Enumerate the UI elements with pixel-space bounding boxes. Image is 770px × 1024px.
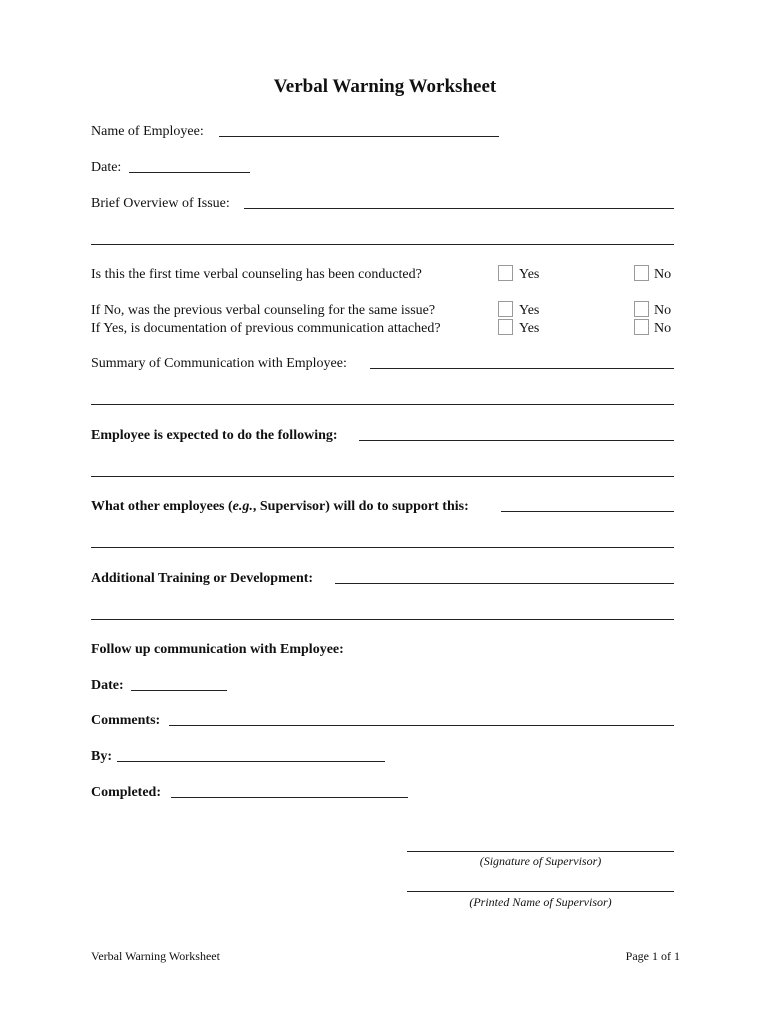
follow-up-by-label: By: [91,749,112,764]
follow-up-date-field[interactable] [131,690,227,691]
supervisor-signature-line[interactable] [407,851,674,852]
employee-expected-label: Employee is expected to do the following: [91,428,338,443]
footer-page-number: Page 1 of 1 [625,949,680,963]
follow-up-completed-label: Completed: [91,785,161,800]
other-employees-label-before: What other employees ( [91,499,233,514]
follow-up-comments-label: Comments: [91,713,161,728]
brief-overview-field[interactable] [244,208,674,209]
document-title: Verbal Warning Worksheet [273,76,497,97]
question-documentation-yes-label: Yes [519,321,540,336]
employee-expected-field[interactable] [359,440,674,441]
follow-up-completed-field[interactable] [171,797,408,798]
additional-training-field-line-2[interactable] [91,619,674,620]
supervisor-signature-caption: (Signature of Supervisor) [479,854,602,868]
follow-up-comments-field[interactable] [169,725,674,726]
summary-communication-field-line-2[interactable] [91,404,674,405]
question-first-time-text: Is this the first time verbal counseling has been conducted? [91,267,422,282]
additional-training-label: Additional Training or Development: [91,571,314,586]
question-same-issue-yes-checkbox[interactable] [498,301,513,317]
other-employees-field-line-2[interactable] [91,547,674,548]
question-documentation-no-label: No [654,321,672,336]
name-of-employee-label: Name of Employee: [91,124,204,139]
additional-training-field[interactable] [335,583,674,584]
question-documentation-text: If Yes, is documentation of previous communication attached? [91,321,441,336]
date-label: Date: [91,160,122,175]
brief-overview-label: Brief Overview of Issue: [91,196,230,211]
question-first-time-yes-checkbox[interactable] [498,265,513,281]
question-same-issue-no-label: No [654,303,672,318]
question-same-issue-text: If No, was the previous verbal counseling for the same issue? [91,303,436,318]
question-same-issue-yes-label: Yes [519,303,540,318]
brief-overview-field-line-2[interactable] [91,244,674,245]
follow-up-heading: Follow up communication with Employee: [91,642,344,657]
employee-expected-field-line-2[interactable] [91,476,674,477]
question-first-time-yes-label: Yes [519,267,540,282]
supervisor-printed-name-caption: (Printed Name of Supervisor) [469,895,612,909]
follow-up-date-label: Date: [91,678,124,693]
footer-document-name: Verbal Warning Worksheet [91,949,220,963]
supervisor-printed-name-line[interactable] [407,891,674,892]
summary-communication-field[interactable] [370,368,674,369]
question-first-time-no-label: No [654,267,672,282]
other-employees-label [91,499,469,515]
question-same-issue-no-checkbox[interactable] [634,301,649,317]
date-field[interactable] [129,172,250,173]
question-documentation-yes-checkbox[interactable] [498,319,513,335]
follow-up-by-field[interactable] [117,761,385,762]
other-employees-field[interactable] [501,511,674,512]
question-first-time-no-checkbox[interactable] [634,265,649,281]
other-employees-label-italic: e.g. [232,499,253,514]
name-of-employee-field[interactable] [219,136,499,137]
question-documentation-no-checkbox[interactable] [634,319,649,335]
other-employees-label-after: , Supervisor) will do to support this: [252,499,469,514]
summary-communication-label: Summary of Communication with Employee: [91,356,347,371]
